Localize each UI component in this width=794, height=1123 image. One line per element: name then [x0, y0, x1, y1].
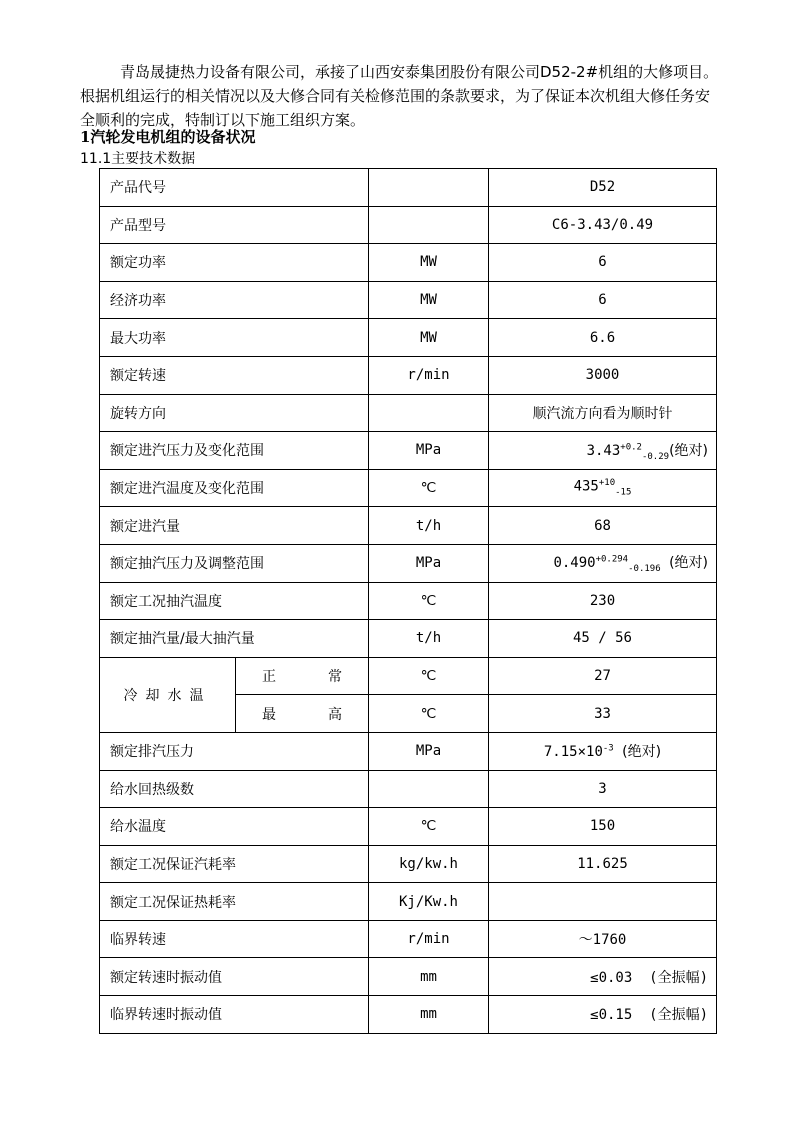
param-label: 给水温度 [100, 808, 369, 846]
param-label: 额定进汽量 [100, 507, 369, 545]
param-label: 额定工况保证热耗率 [100, 883, 369, 921]
param-label: 旋转方向 [100, 394, 369, 432]
param-label: 额定抽汽压力及调整范围 [100, 544, 369, 582]
param-value: 45 / 56 [489, 620, 717, 658]
param-unit: ℃ [369, 657, 489, 695]
param-unit: t/h [369, 507, 489, 545]
param-value: 6 [489, 244, 717, 282]
value-note: (绝对) [622, 744, 662, 761]
table-row [100, 808, 717, 846]
param-label: 额定功率 [100, 244, 369, 282]
param-label: 经济功率 [100, 281, 369, 319]
value-upper-tolerance: +10 [598, 478, 616, 489]
param-unit: ℃ [369, 469, 489, 507]
table-row [100, 206, 717, 244]
param-unit: r/min [369, 356, 489, 394]
param-unit: mm [369, 958, 489, 996]
param-value: ≤0.15 (全振幅) [489, 996, 717, 1034]
param-unit: MW [369, 244, 489, 282]
param-value: 3000 [489, 356, 717, 394]
table-row [100, 394, 717, 432]
table-row [100, 319, 717, 357]
param-value [489, 469, 717, 507]
table-row [100, 281, 717, 319]
value-base: 7.15×10 [543, 744, 603, 761]
param-value: 顺汽流方向看为顺时针 [489, 394, 717, 432]
value-note: (绝对) [669, 442, 708, 459]
param-unit [369, 206, 489, 244]
param-unit: MW [369, 319, 489, 357]
cooling-water-label: 冷却水温 [100, 657, 236, 732]
param-label: 给水回热级数 [100, 770, 369, 808]
param-value: ～1760 [489, 920, 717, 958]
param-value [489, 883, 717, 921]
table-row [100, 582, 717, 620]
param-value: ≤0.03 (全振幅) [489, 958, 717, 996]
param-value [489, 432, 717, 470]
param-value [489, 544, 717, 582]
param-value: 150 [489, 808, 717, 846]
table-row [100, 958, 717, 996]
table-row [100, 244, 717, 282]
cooling-normal-char-2: 常 [328, 669, 342, 686]
value-base: 435 [573, 478, 599, 495]
intro-paragraph: 青岛晟捷热力设备有限公司，承接了山西安泰集团股份有限公司D52-2#机组的大修项目。根据机组运行的相关情况以及大修合同有关检修范围的条款要求，为了保证本次机组大修任务安全顺利的完成，特制订以下施工组织方案。 [80, 63, 719, 129]
table-row [100, 732, 717, 770]
param-unit: ℃ [369, 582, 489, 620]
param-label: 额定工况抽汽温度 [100, 582, 369, 620]
param-value: D52 [489, 169, 717, 207]
value-exponent: -3 [602, 743, 614, 754]
table-row [100, 996, 717, 1034]
cooling-max-char-1: 最 [262, 706, 276, 723]
cooling-max-char-2: 高 [328, 706, 342, 723]
param-unit: ℃ [369, 808, 489, 846]
table-row [100, 469, 717, 507]
value-lower-tolerance: -15 [615, 487, 632, 498]
param-unit: r/min [369, 920, 489, 958]
param-value: 27 [489, 657, 717, 695]
param-value: 230 [489, 582, 717, 620]
tech-data-table [99, 168, 717, 1034]
param-unit [369, 169, 489, 207]
param-unit: t/h [369, 620, 489, 658]
param-unit: MPa [369, 544, 489, 582]
param-value: 33 [489, 695, 717, 733]
table-row [100, 920, 717, 958]
param-label: 额定排汽压力 [100, 732, 369, 770]
table-row [100, 432, 717, 470]
cooling-normal-char-1: 正 [262, 669, 276, 686]
param-label: 额定转速时振动值 [100, 958, 369, 996]
section-heading: 1汽轮发电机组的设备状况 [80, 128, 256, 146]
param-label: 临界转速 [100, 920, 369, 958]
param-unit [369, 394, 489, 432]
value-upper-tolerance: +0.2 [620, 441, 642, 452]
value-base: 3.43 [586, 442, 621, 459]
value-lower-tolerance: -0.196 [628, 564, 661, 575]
table-row [100, 544, 717, 582]
table-row [100, 845, 717, 883]
param-value: 3 [489, 770, 717, 808]
param-unit: MPa [369, 432, 489, 470]
value-lower-tolerance: -0.29 [641, 451, 670, 462]
value-base: 0.490 [553, 555, 596, 572]
param-unit: MW [369, 281, 489, 319]
param-value: 68 [489, 507, 717, 545]
param-value [489, 732, 717, 770]
table-row [100, 883, 717, 921]
value-upper-tolerance: +0.294 [595, 554, 629, 565]
param-unit: MPa [369, 732, 489, 770]
param-label: 产品型号 [100, 206, 369, 244]
param-label: 额定转速 [100, 356, 369, 394]
param-label: 额定进汽压力及变化范围 [100, 432, 369, 470]
param-value: 6.6 [489, 319, 717, 357]
cooling-max-label [236, 695, 369, 733]
table-row [100, 356, 717, 394]
param-value: 11.625 [489, 845, 717, 883]
param-unit: mm [369, 996, 489, 1034]
param-unit: ℃ [369, 695, 489, 733]
param-unit [369, 770, 489, 808]
table-row [100, 657, 717, 695]
table-row [100, 770, 717, 808]
param-value: 6 [489, 281, 717, 319]
param-value: C6-3.43/0.49 [489, 206, 717, 244]
param-label: 产品代号 [100, 169, 369, 207]
table-row [100, 507, 717, 545]
param-unit: kg/kw.h [369, 845, 489, 883]
value-note: (绝对) [669, 555, 708, 572]
param-label: 额定进汽温度及变化范围 [100, 469, 369, 507]
param-label: 最大功率 [100, 319, 369, 357]
param-label: 临界转速时振动值 [100, 996, 369, 1034]
param-label: 额定工况保证汽耗率 [100, 845, 369, 883]
param-label: 额定抽汽量/最大抽汽量 [100, 620, 369, 658]
table-row [100, 620, 717, 658]
table-row [100, 169, 717, 207]
subsection-heading: 11.1主要技术数据 [80, 151, 196, 167]
cooling-normal-label [236, 657, 369, 695]
param-unit: Kj/Kw.h [369, 883, 489, 921]
